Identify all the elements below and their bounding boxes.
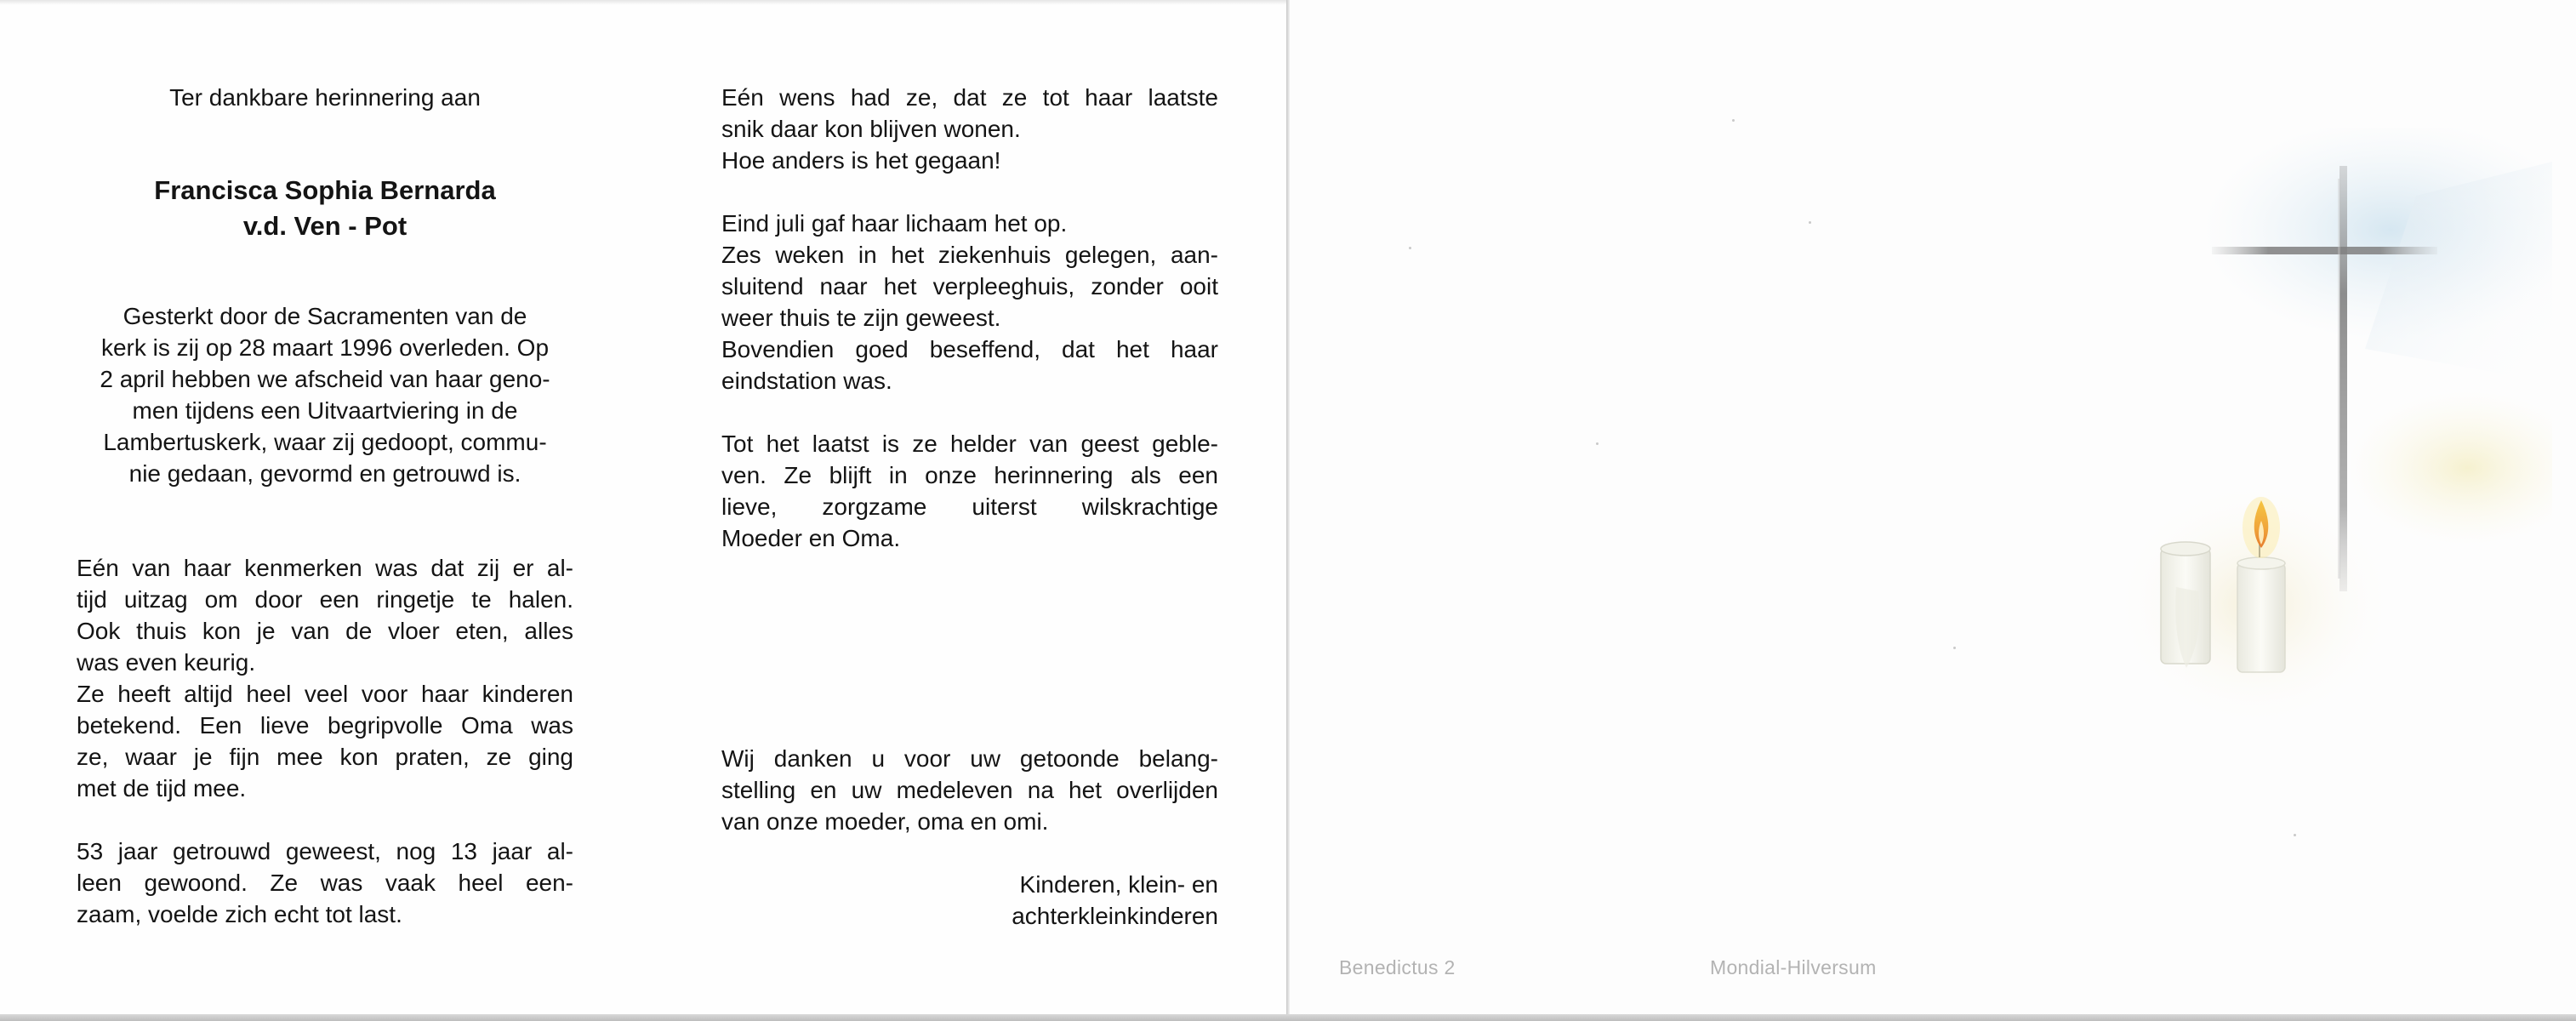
text-line: Eén van haar kenmerken was dat zij er al-: [77, 555, 573, 581]
text-line: was even keurig.: [77, 649, 256, 676]
text-line: stelling en uw medeleven na het overlijden: [721, 777, 1218, 803]
text-line: Lambertuskerk, waar zij gedoopt, commu-: [103, 429, 547, 455]
right-text-column: [721, 82, 1218, 932]
text-line: men tijdens een Uitvaartviering in de: [132, 397, 518, 424]
text-line: sluitend naar het verpleeghuis, zonder ooit: [721, 273, 1218, 299]
text-line: van onze moeder, oma en omi.: [721, 808, 1049, 835]
text-line: ze, waar je fijn mee kon praten, ze ging: [77, 744, 573, 770]
text-line: 53 jaar getrouwd geweest, nog 13 jaar al-: [77, 838, 573, 864]
text-line: zaam, voelde zich echt tot last.: [77, 901, 402, 927]
text-line: Eind juli gaf haar lichaam het op.: [721, 210, 1068, 237]
text-line: nie gedaan, gevormd en getrouwd is.: [128, 460, 521, 487]
text-line: ven. Ze blijft in onze herinnering als een: [721, 462, 1218, 488]
text-line: weer thuis te zijn geweest.: [721, 305, 1001, 331]
sacraments-paragraph: [77, 300, 573, 489]
cross-candle-icon: [2110, 128, 2552, 740]
text-line: Bovendien goed beseffend, dat het haar: [721, 336, 1218, 362]
text-line: Wij danken u voor uw getoonde belang-: [721, 745, 1218, 772]
deceased-name: [77, 173, 573, 244]
text-line: lieve, zorgzame uiterst wilskrachtige: [721, 493, 1218, 520]
text-line: betekend. Een lieve begripvolle Oma was: [77, 712, 573, 739]
text-line: met de tijd mee.: [77, 775, 247, 801]
name-second-line: v.d. Ven - Pot: [242, 211, 407, 241]
name-first-line: Francisca Sophia Bernarda: [154, 175, 496, 205]
text-line: eindstation was.: [721, 368, 892, 394]
thanks-paragraph: [721, 743, 1218, 837]
text-line: snik daar kon blijven wonen.: [721, 116, 1021, 142]
text-line: kerk is zij op 28 maart 1996 overleden. Op: [100, 334, 550, 361]
signature-line: Kinderen, klein- en: [1019, 871, 1218, 898]
final-months-paragraph: [721, 208, 1218, 396]
signature-line: achterkleinkinderen: [1012, 903, 1218, 929]
text-line: Ze heeft altijd heel veel voor haar kinderen: [77, 681, 573, 707]
text-line: Ook thuis kon je van de vloer eten, alles: [77, 618, 573, 644]
text-line: Zes weken in het ziekenhuis gelegen, aan-: [721, 242, 1218, 268]
text-line: Moeder en Oma.: [721, 525, 901, 551]
text-line: leen gewoond. Ze was vaak heel een-: [77, 870, 573, 896]
marriage-paragraph: [77, 836, 573, 930]
signature-block: [721, 869, 1218, 932]
paper-edge-top: [0, 0, 1286, 5]
intro-line: Ter dankbare herinnering aan: [169, 84, 481, 111]
wish-paragraph: [721, 82, 1218, 176]
text-line: Eén wens had ze, dat ze tot haar laatste: [721, 84, 1218, 111]
text-line: 2 april hebben we afscheid van haar geno-: [100, 366, 550, 392]
text-line: tijd uitzag om door een ringetje te halen.: [77, 586, 573, 613]
outside-spread: [1290, 0, 2576, 1014]
imprint-printer: Mondial-Hilversum: [1710, 956, 1877, 978]
text-line: Hoe anders is het gegaan!: [721, 147, 1001, 174]
memory-paragraph: [721, 428, 1218, 554]
inside-spread: [0, 0, 1286, 1014]
paper-edge-bottom: [0, 1014, 2576, 1021]
imprint-model: Benedictus 2: [1339, 956, 1456, 978]
left-text-column: [77, 82, 573, 930]
characteristics-paragraph: [77, 552, 573, 804]
text-line: Gesterkt door de Sacramenten van de: [123, 303, 527, 329]
text-line: Tot het laatst is ze helder van geest geble-: [721, 431, 1218, 457]
